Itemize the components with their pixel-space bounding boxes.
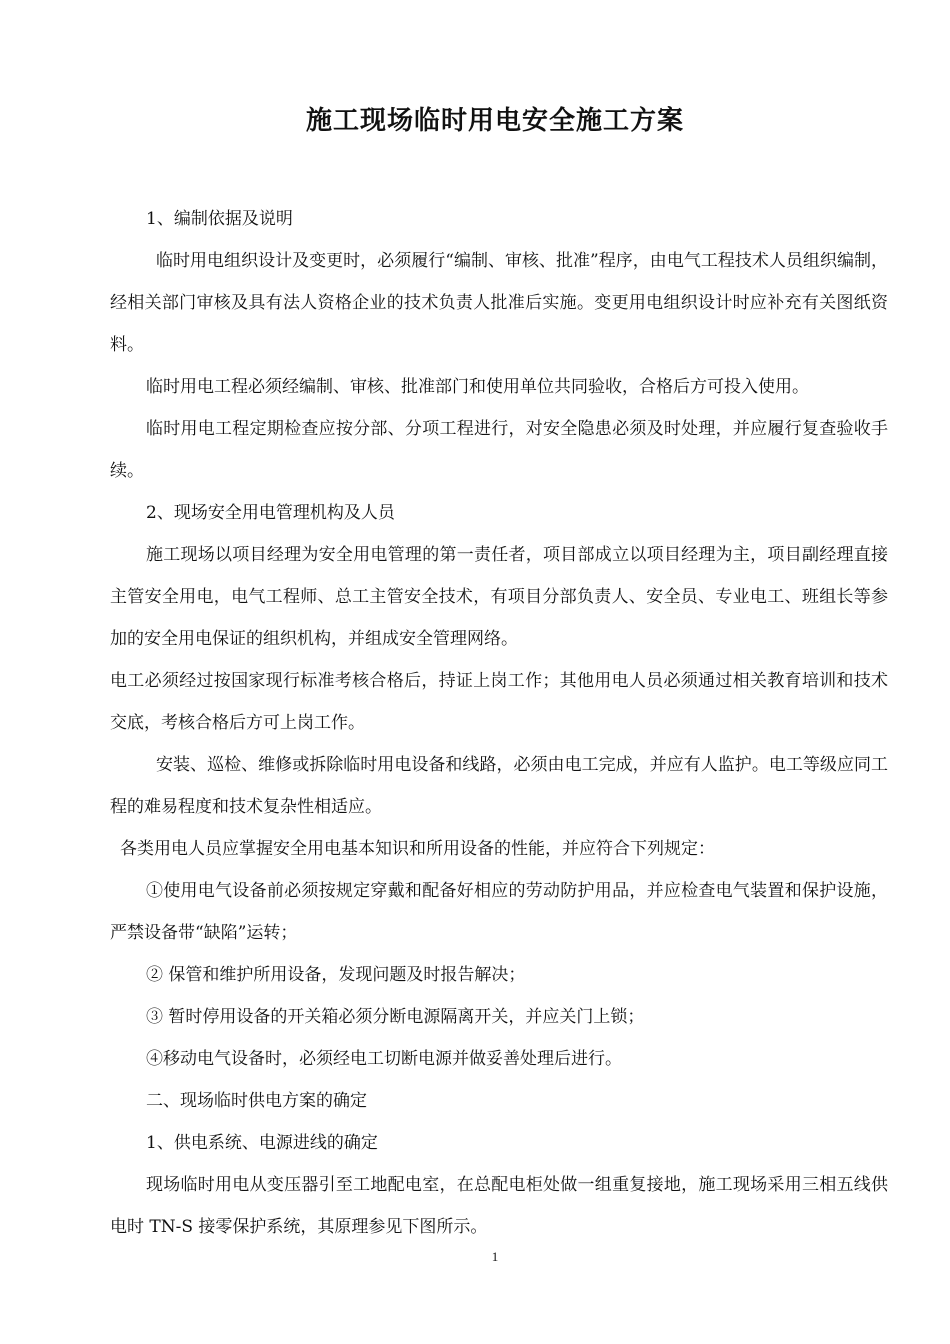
paragraph: 现场临时用电从变压器引至工地配电室，在总配电柜处做一组重复接地，施工现场采用三相五线供电时 TN-S 接零保护系统，其原理参见下图所示。 <box>110 1175 888 1237</box>
paragraph: 电工必须经过按国家现行标准考核合格后，持证上岗工作；其他用电人员必须通过相关教育培训和技术交底，考核合格后方可上岗工作。 <box>110 671 888 733</box>
paragraph: 各类用电人员应掌握安全用电基本知识和所用设备的性能，并应符合下列规定： <box>120 839 715 859</box>
document-title: 施工现场临时用电安全施工方案 <box>305 106 684 136</box>
paragraph: 施工现场以项目经理为安全用电管理的第一责任者，项目部成立以项目经理为主，项目副经理直接主管安全用电，电气工程师、总工主管安全技术，有项目分部负责人、安全员、专业电工、班组长等参加的安全用电保证的组织机构，并组成安全管理网络。 <box>110 545 888 649</box>
section-heading: 1、供电系统、电源进线的确定 <box>146 1133 378 1153</box>
page-number: 1 <box>491 1249 499 1264</box>
paragraph: 安装、巡检、维修或拆除临时用电设备和线路，必须由电工完成，并应有人监护。电工等级应同工程的难易程度和技术复杂性相适应。 <box>110 755 888 817</box>
list-item: ② 保管和维护所用设备，发现问题及时报告解决； <box>146 965 526 985</box>
list-item: ③ 暂时停用设备的开关箱必须分断电源隔离开关，并应关门上锁； <box>146 1007 645 1027</box>
section-heading: 2、现场安全用电管理机构及人员 <box>146 503 395 523</box>
paragraph: 临时用电工程定期检查应按分部、分项工程进行，对安全隐患必须及时处理，并应履行复查验收手续。 <box>110 419 888 481</box>
list-item: ①使用电气设备前必须按规定穿戴和配备好相应的劳动防护用品，并应检查电气装置和保护设施，严禁设备带“缺陷”运转； <box>110 881 888 943</box>
section-heading: 二、现场临时供电方案的确定 <box>146 1091 367 1111</box>
document-body <box>110 198 888 1248</box>
paragraph: 临时用电工程必须经编制、审核、批准部门和使用单位共同验收，合格后方可投入使用。 <box>146 377 809 397</box>
list-item: ④移动电气设备时，必须经电工切断电源并做妥善处理后进行。 <box>146 1049 622 1069</box>
paragraph: 临时用电组织设计及变更时，必须履行“编制、审核、批准”程序，由电气工程技术人员组织编制，经相关部门审核及具有法人资格企业的技术负责人批准后实施。变更用电组织设计时应补充有关图纸资料。 <box>110 251 888 355</box>
section-heading: 1、编制依据及说明 <box>146 209 293 229</box>
